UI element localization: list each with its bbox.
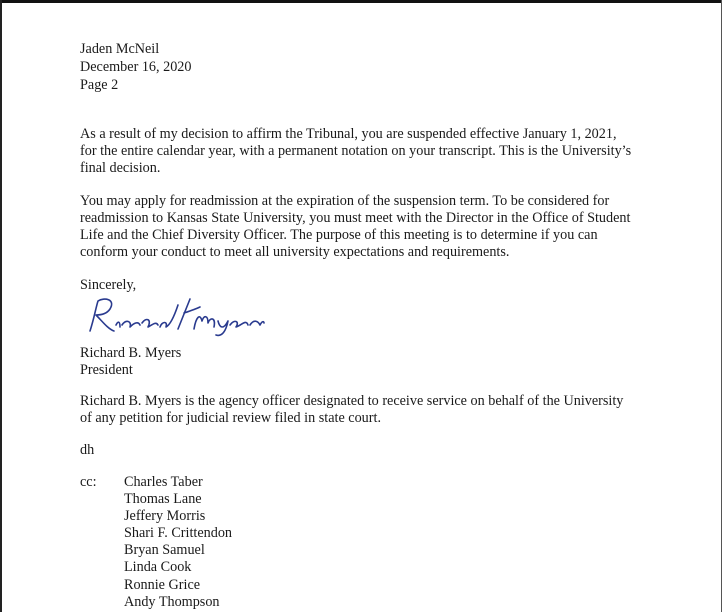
- left-border: [0, 0, 2, 612]
- closing: Sincerely,: [80, 277, 137, 293]
- handwritten-signature: [86, 295, 266, 337]
- cc-label: cc:: [80, 474, 97, 490]
- paragraph-line: As a result of my decision to affirm the Tribunal, you are suspended effective January 1, 2021,: [80, 126, 617, 142]
- signer-name: Richard B. Myers: [80, 345, 182, 361]
- cc-recipient: Charles Taber: [124, 474, 203, 490]
- paragraph-line: You may apply for readmission at the expiration of the suspension term. To be considered for: [80, 193, 610, 209]
- typist-initials: dh: [80, 442, 95, 458]
- cc-recipient: Shari F. Crittendon: [124, 525, 233, 542]
- paragraph-line: conform your conduct to meet all university expectations and requirements.: [80, 244, 510, 260]
- cc-recipient: Ronnie Grice: [124, 576, 201, 593]
- paragraph-readmission: [80, 193, 630, 261]
- paragraph-line: Life and the Chief Diversity Officer. The purpose of this meeting is to determine if you can: [80, 227, 598, 243]
- paragraph-line: of any petition for judicial review filed in state court.: [80, 410, 381, 426]
- page-number: Page 2: [80, 77, 119, 93]
- paragraph-line: readmission to Kansas State University, you must meet with the Director in the Office of Student: [80, 210, 631, 226]
- paragraph-line: for the entire calendar year, with a permanent notation on your transcript. This is the University’s: [80, 143, 632, 159]
- cc-recipient: Linda Cook: [124, 559, 192, 576]
- cc-recipient: Bryan Samuel: [124, 542, 205, 559]
- cc-recipient: Andy Thompson: [124, 593, 220, 610]
- paragraph-suspension: [80, 126, 631, 177]
- paragraph-line: Richard B. Myers is the agency officer designated to receive service on behalf of the University: [80, 393, 624, 409]
- cc-recipient-list: [124, 474, 232, 611]
- paragraph-line: final decision.: [80, 160, 161, 176]
- paragraph-agency-officer: [80, 393, 623, 427]
- recipient-name: Jaden McNeil: [80, 41, 160, 57]
- cc-recipient: Thomas Lane: [124, 491, 202, 508]
- cc-recipient: Jeffery Morris: [124, 508, 206, 525]
- letter-date: December 16, 2020: [80, 59, 192, 75]
- top-border: [0, 0, 722, 3]
- signer-title: President: [80, 362, 133, 378]
